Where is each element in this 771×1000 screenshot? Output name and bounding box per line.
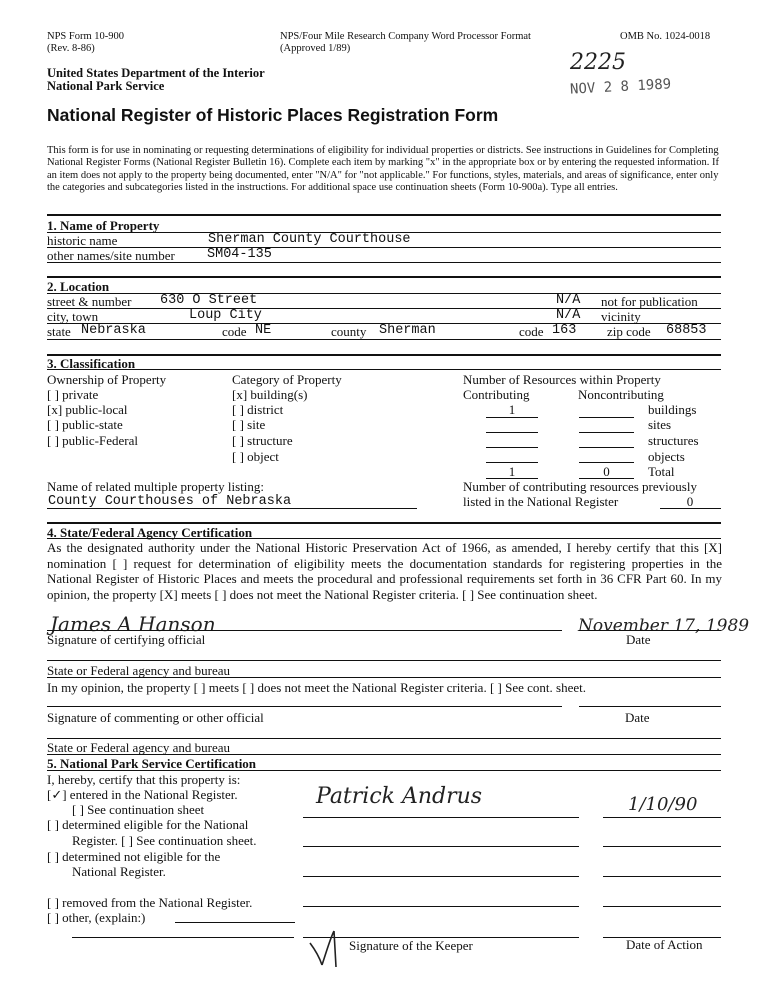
previously-listed-value: 0: [686, 494, 694, 509]
date-label: Date: [625, 710, 650, 725]
not-eligible-option-cont: National Register.: [72, 864, 166, 879]
section-5-heading: 5. National Park Service Certification: [47, 756, 257, 771]
related-listing-value: County Courthouses of Nebraska: [48, 494, 292, 509]
received-date-stamp: NOV 2 8 1989: [569, 76, 672, 98]
county-code-value: 163: [552, 323, 577, 338]
form-number: NPS Form 10-900: [47, 31, 125, 42]
rule: [579, 462, 634, 463]
rule: [72, 937, 294, 938]
eligible-option: [ ] determined eligible for the National: [47, 817, 249, 832]
previously-listed-label: listed in the National Register: [463, 494, 619, 509]
format-line: NPS/Four Mile Research Company Word Processor Format: [280, 31, 531, 42]
rule: [47, 738, 721, 739]
ownership-option: [x] public-local: [47, 402, 128, 417]
rule: [47, 508, 417, 509]
category-title: Category of Property: [232, 372, 342, 387]
rule: [486, 462, 538, 463]
resource-type-label: buildings: [648, 402, 697, 417]
other-option: [ ] other, (explain:): [47, 910, 146, 925]
state-label: state: [47, 324, 71, 339]
street-label: street & number: [47, 294, 132, 309]
certifying-official-signature: James A Hanson: [50, 612, 216, 636]
historic-name-label: historic name: [47, 233, 118, 248]
rule: [175, 922, 295, 923]
rule: [303, 817, 579, 818]
rule: [47, 538, 721, 539]
noncontributing-header: Noncontributing: [578, 387, 664, 402]
other-names-label: other names/site number: [47, 248, 175, 263]
rule: [303, 906, 579, 907]
category-option: [ ] object: [232, 449, 279, 464]
resources-title: Number of Resources within Property: [463, 372, 661, 387]
eligible-option-cont: Register. [ ] See continuation sheet.: [72, 833, 257, 848]
rule: [486, 447, 538, 448]
city-label: city, town: [47, 309, 99, 324]
rule: [47, 630, 562, 631]
category-option: [ ] structure: [232, 433, 293, 448]
keeper-signature: Patrick Andrus: [316, 784, 483, 809]
vicinity-label: vicinity: [601, 309, 641, 324]
noncontributing-total: 0: [603, 464, 610, 479]
rule: [660, 508, 721, 509]
ownership-option: [ ] public-Federal: [47, 433, 138, 448]
rule: [303, 876, 579, 877]
ownership-option: [ ] public-state: [47, 417, 123, 432]
keeper-label: Signature of the Keeper: [349, 938, 473, 953]
instructions-paragraph: This form is for use in nominating or requesting determinations of eligibility for individual properties or districts. See instructions in Guidelines for Completing National Register Forms (National Register Bulletin 16). Complete each item by marking "x" in the appropriate box or by entering the requested information. If an item does not apply to the property being documented, enter "N/A" for "not applicable." For functions, styles, materials, and areas of significance, enter only the categories and subcategories listed in the instructions. For additional space use continuation sheets (Form 10-900a). Type all entries.: [47, 145, 719, 194]
entered-option: [✓] entered in the National Register.: [47, 787, 238, 802]
certify-intro: I, hereby, certify that this property is:: [47, 772, 241, 787]
rule: [579, 630, 721, 631]
rule: [47, 339, 721, 340]
form-revision: (Rev. 8-86): [47, 43, 95, 54]
rule: [579, 432, 634, 433]
street-na: N/A: [556, 293, 581, 308]
previously-listed-label: Number of contributing resources previously: [463, 479, 697, 494]
category-option: [ ] district: [232, 402, 284, 417]
date-label: Date: [626, 632, 651, 647]
agency-label: State or Federal agency and bureau: [47, 663, 231, 678]
commenting-official-label: Signature of commenting or other official: [47, 710, 264, 725]
section-divider: [47, 354, 721, 356]
resource-type-label: Total: [648, 464, 675, 479]
historic-name-value: Sherman County Courthouse: [208, 232, 411, 247]
city-value: Loup City: [189, 308, 262, 323]
related-listing-label: Name of related multiple property listing:: [47, 479, 264, 494]
not-for-publication-label: not for publication: [601, 294, 698, 309]
not-eligible-option: [ ] determined not eligible for the: [47, 849, 221, 864]
certification-date: November 17, 1989: [578, 616, 750, 636]
category-option: [ ] site: [232, 417, 266, 432]
contributing-total: 1: [508, 464, 516, 479]
rule: [579, 417, 634, 418]
rule: [603, 906, 721, 907]
rule: [47, 706, 562, 707]
rule: [303, 846, 579, 847]
agency-label: State or Federal agency and bureau: [47, 740, 231, 755]
section-divider: [47, 214, 721, 216]
certifying-official-label: Signature of certifying official: [47, 632, 206, 647]
rule: [486, 432, 538, 433]
approved-line: (Approved 1/89): [280, 43, 351, 54]
opinion-line: In my opinion, the property [ ] meets [ ] does not meet the National Register criteria. [ ] See cont. sheet.: [47, 680, 586, 695]
other-names-value: SM04-135: [207, 247, 272, 262]
state-code-value: NE: [255, 323, 272, 338]
resource-type-label: objects: [648, 449, 685, 464]
county-code-label: code: [519, 324, 544, 339]
removed-option: [ ] removed from the National Register.: [47, 895, 253, 910]
contributing-header: Contributing: [463, 387, 530, 402]
section-1-heading: 1. Name of Property: [47, 218, 160, 233]
section-3-heading: 3. Classification: [47, 356, 136, 371]
zip-label: zip code: [607, 324, 651, 339]
contributing-count: 1: [508, 402, 516, 417]
omb-number: OMB No. 1024-0018: [620, 31, 711, 42]
action-date: 1/10/90: [628, 794, 698, 815]
rule: [47, 770, 721, 771]
city-na: N/A: [556, 308, 581, 323]
keeper-initials-mark: [306, 925, 346, 970]
section-divider: [47, 522, 721, 524]
form-title: National Register of Historic Places Registration Form: [47, 105, 499, 125]
service-name: National Park Service: [47, 79, 165, 93]
section-divider: [47, 276, 721, 278]
rule: [47, 660, 721, 661]
zip-value: 68853: [666, 323, 707, 338]
department-name: United States Department of the Interior: [47, 66, 265, 80]
section-4-heading: 4. State/Federal Agency Certification: [47, 525, 253, 540]
section-2-heading: 2. Location: [47, 279, 110, 294]
state-code-label: code: [222, 324, 247, 339]
handwritten-number: 2225: [570, 50, 626, 75]
ownership-title: Ownership of Property: [47, 372, 167, 387]
county-label: county: [331, 324, 367, 339]
category-option: [x] building(s): [232, 387, 308, 402]
rule: [603, 846, 721, 847]
rule: [603, 817, 721, 818]
certification-paragraph: As the designated authority under the National Historic Preservation Act of 1966, as amended, I hereby certify that this [X] nomination [ ] request for determination of eligibility meets the documentation standards for registering properties in the National Register of Historic Places and meets the procedural and professional requirements set forth in 36 CFR Part 60. In my opinion, the property [X] meets [ ] does not meet the National Register criteria. [ ] See continuation sheet.: [47, 540, 722, 602]
rule: [579, 447, 634, 448]
date-of-action-label: Date of Action: [626, 937, 703, 952]
street-value: 630 O Street: [160, 293, 258, 308]
rule: [486, 417, 538, 418]
rule: [47, 262, 721, 263]
rule: [47, 369, 721, 370]
resource-type-label: structures: [648, 433, 699, 448]
entered-continuation: [ ] See continuation sheet: [72, 802, 205, 817]
state-value: Nebraska: [81, 323, 146, 338]
ownership-option: [ ] private: [47, 387, 99, 402]
county-value: Sherman: [379, 323, 436, 338]
rule: [47, 677, 721, 678]
rule: [579, 706, 721, 707]
resource-type-label: sites: [648, 417, 672, 432]
rule: [603, 876, 721, 877]
rule: [47, 754, 721, 755]
